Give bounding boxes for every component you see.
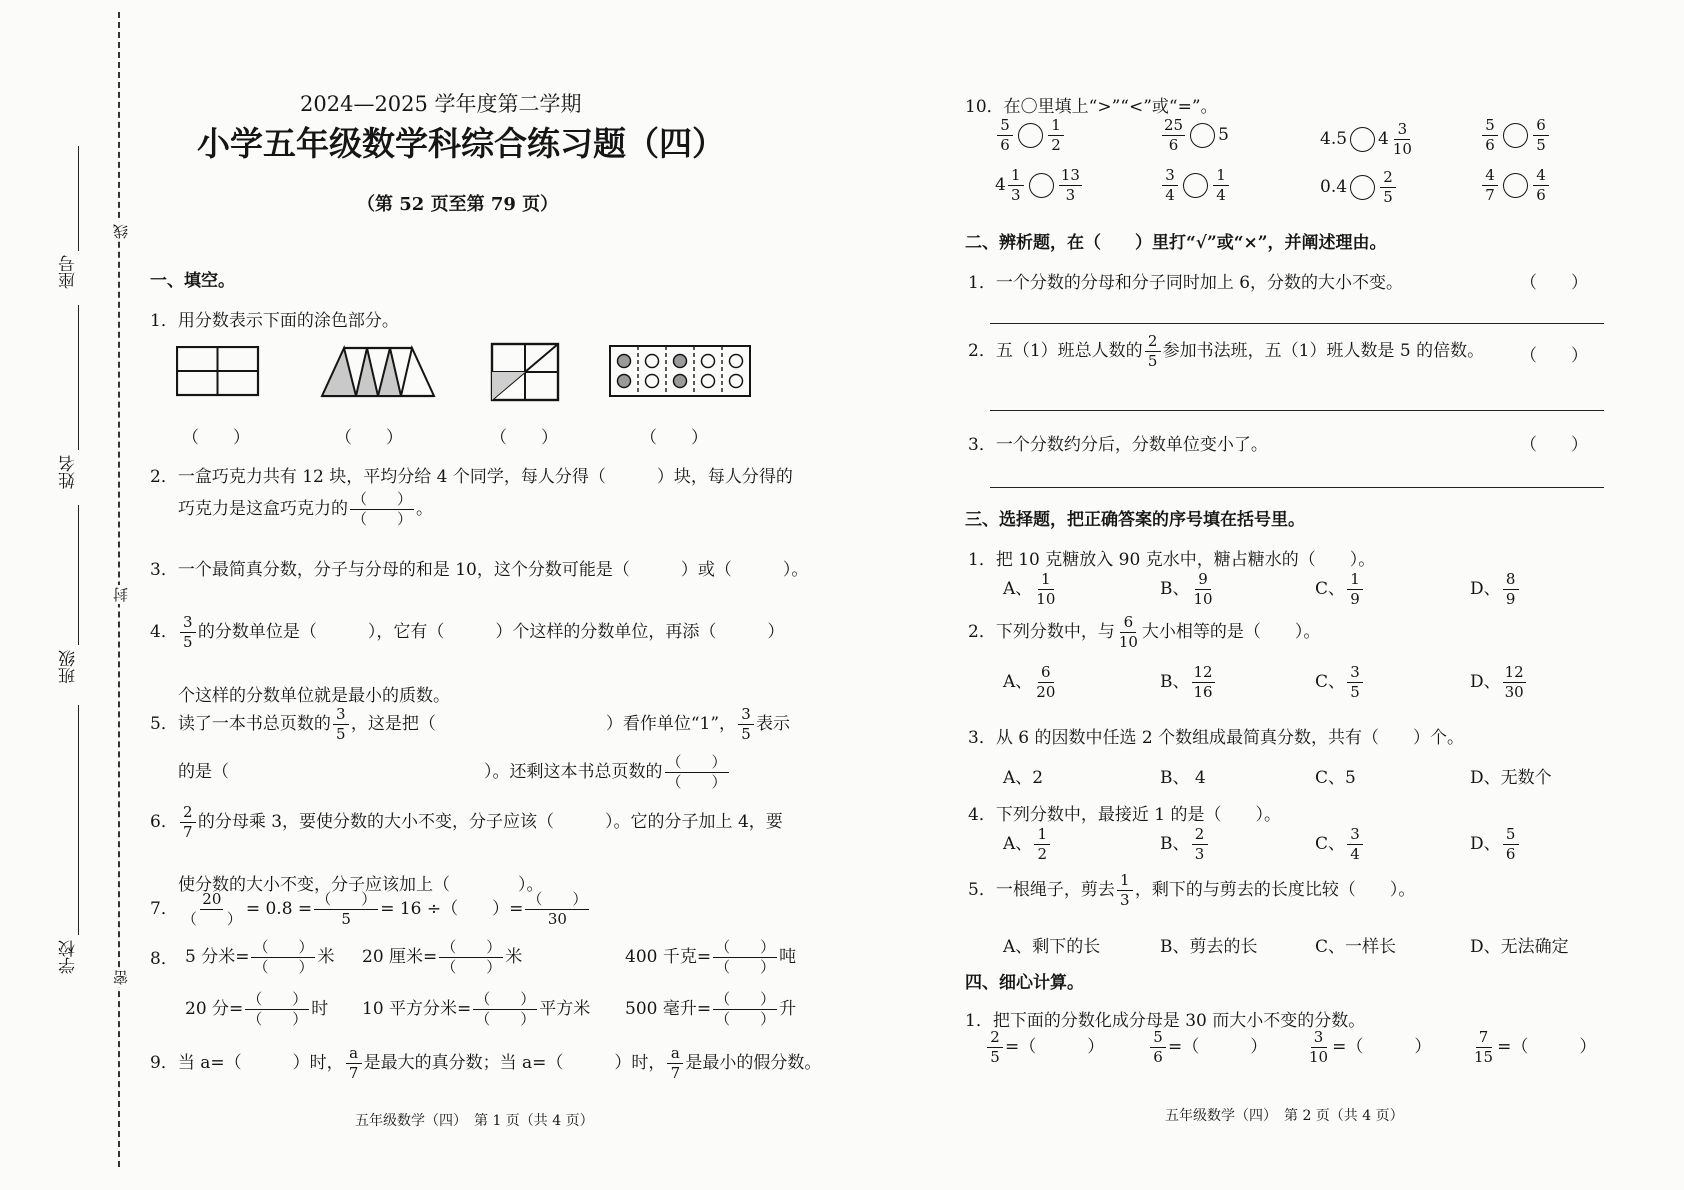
question-1-2-text: 巧克力是这盒巧克力的 xyxy=(178,499,348,519)
calc-fraction: $\frac{7}{15}$ xyxy=(1474,1028,1494,1066)
choice-5-option-d[interactable]: D、无法确定 xyxy=(1470,937,1569,957)
fraction-3-5: $\frac{3}{5}$ xyxy=(738,707,754,742)
choice-1-option-d[interactable] xyxy=(1470,572,1521,607)
comparison-item xyxy=(1320,170,1398,205)
choice-4-option-b[interactable] xyxy=(1160,827,1210,862)
choice-5-option-a[interactable]: A、剩下的长 xyxy=(1003,937,1101,957)
school-label: 学校 xyxy=(59,940,79,974)
name-label: 姓名 xyxy=(59,455,79,489)
figure-rectangle-grid xyxy=(176,346,261,398)
option-fraction: $\frac{12}{16}$ xyxy=(1193,663,1213,701)
question-1-10: 10．在〇里填上“>”“<”或“=”。 xyxy=(965,97,1218,117)
left-value: 0.4 xyxy=(1320,177,1348,197)
term-heading: 2024—2025 学年度第二学期 xyxy=(300,92,582,116)
figure-triangles xyxy=(318,344,438,400)
section-1-heading: 一、填空。 xyxy=(150,271,235,291)
answer-blank-fig3[interactable]: （ ） xyxy=(490,428,558,448)
fraction-blank[interactable]: $\frac{( )}{( )}$ xyxy=(666,753,727,791)
left-fraction: $\frac{5}{6}$ xyxy=(1482,118,1498,153)
right-fraction: $\frac{4}{6}$ xyxy=(1533,168,1549,203)
left-fraction: $\frac{3}{4}$ xyxy=(1162,168,1178,203)
section-4-heading: 四、细心计算。 xyxy=(965,973,1084,993)
question-1-3: 3．一个最简真分数，分子与分母的和是 10，这个分数可能是（ ）或（ ）。 xyxy=(150,560,809,580)
seal-mi-label: 密 xyxy=(112,970,130,985)
compare-circle[interactable] xyxy=(1183,173,1208,198)
option-fraction: $\frac{1}{9}$ xyxy=(1347,572,1363,607)
compare-circle[interactable] xyxy=(1018,123,1043,148)
right-fraction: $\frac{6}{5}$ xyxy=(1533,118,1549,153)
choice-3: 3．从 6 的因数中任选 2 个数组成最简真分数，共有（ ）个。 xyxy=(968,728,1465,748)
judge-2-reason-line[interactable] xyxy=(990,410,1604,411)
figure-circle-grid xyxy=(608,344,754,400)
page-title: 小学五年级数学科综合练习题（四） xyxy=(197,124,725,163)
left-fraction: $\frac{4}{7}$ xyxy=(1482,168,1498,203)
left-footer: 五年级数学（四） 第 1 页（共 4 页） xyxy=(355,1113,594,1129)
choice-1-option-b[interactable] xyxy=(1160,572,1217,607)
fraction-a-7: $\frac{a}{7}$ xyxy=(346,1046,362,1081)
fraction-blank-5[interactable]: $\frac{( )}{5}$ xyxy=(316,890,377,928)
right-fraction: $\frac{13}{3}$ xyxy=(1060,166,1080,204)
comparison-item xyxy=(1480,118,1551,153)
calc-fraction: $\frac{3}{10}$ xyxy=(1309,1028,1329,1066)
right-fraction: $\frac{1}{4}$ xyxy=(1213,168,1229,203)
calc-fraction: $\frac{5}{6}$ xyxy=(1150,1030,1166,1065)
fraction-20-blank[interactable]: $\frac{20}{( )}$ xyxy=(181,890,242,928)
question-1-5: 5．读了一本书总页数的 $\frac{3}{5}$ ，这是把（ ）看作单位“1”， $\frac{3}{5}$ 表示 xyxy=(150,705,791,743)
question-1-4: 4． $\frac{3}{5}$ 的分数单位是（ ），它有（ ）个这样的分数单位，再添（ ） xyxy=(150,613,785,651)
choice-5-option-c[interactable]: C、一样长 xyxy=(1315,937,1397,957)
fraction-2-7: $\frac{2}{7}$ xyxy=(180,805,196,840)
right-footer: 五年级数学（四） 第 2 页（共 4 页） xyxy=(1165,1108,1404,1124)
choice-4: 4．下列分数中，最接近 1 的是（ ）。 xyxy=(968,805,1281,825)
left-int: 4 xyxy=(995,175,1006,195)
school-blank[interactable] xyxy=(78,705,79,935)
option-fraction: $\frac{2}{3}$ xyxy=(1192,827,1208,862)
class-blank[interactable] xyxy=(78,505,79,645)
seal-feng-label: 封 xyxy=(112,587,130,602)
seat-label: 座号 xyxy=(59,255,79,289)
option-letter: D、 xyxy=(1470,579,1501,599)
judge-2: 2．五（1）班总人数的 $\frac{2}{5}$ 参加书法班，五（1）班人数是 5 的倍数。 xyxy=(968,332,1485,370)
compare-circle[interactable] xyxy=(1190,123,1215,148)
page-range: （第 52 页至第 79 页） xyxy=(357,194,559,215)
fraction-blank[interactable]: $\frac{( )}{( )}$ xyxy=(247,990,308,1028)
question-1-2-cont: 巧克力是这盒巧克力的 $\frac{( )}{( )}$ 。 xyxy=(178,490,434,528)
choice-2-option-c[interactable] xyxy=(1315,665,1365,700)
fraction-blank[interactable]: $\frac{( )}{( )}$ xyxy=(352,490,413,528)
conversion-b: 20 厘米= $\frac{( )}{( )}$ 米 xyxy=(362,938,523,976)
comparison-item xyxy=(995,168,1084,203)
fraction-3-5: $\frac{3}{5}$ xyxy=(180,615,196,650)
question-1-9: 9．当 a=（ ）时， $\frac{a}{7}$ 是最大的真分数；当 a=（ ）时， $\frac{a}{7}$ 是最小的假分数。 xyxy=(150,1044,822,1082)
compare-circle[interactable] xyxy=(1350,175,1375,200)
question-1-7: 7． $\frac{20}{( )}$ = 0.8 = $\frac{( )}{5}$ = 16 ÷（ ）= $\frac{( )}{30}$ xyxy=(150,890,588,928)
answer-blank-fig1[interactable]: （ ） xyxy=(182,428,250,448)
left-value: 4.5 xyxy=(1320,129,1348,149)
choice-4-option-d[interactable] xyxy=(1470,827,1521,862)
class-label: 班级 xyxy=(59,650,79,684)
conversion-e: 10 平方分米= $\frac{( )}{( )}$ 平方米 xyxy=(362,990,591,1028)
fraction-blank[interactable]: $\frac{( )}{( )}$ xyxy=(715,990,776,1028)
calc-blank: =（ ） xyxy=(1497,1037,1597,1057)
option-fraction: $\frac{3}{4}$ xyxy=(1347,827,1363,862)
fraction-a-7: $\frac{a}{7}$ xyxy=(667,1046,683,1081)
calc-fraction: $\frac{2}{5}$ xyxy=(987,1030,1003,1065)
option-fraction: $\frac{8}{9}$ xyxy=(1503,572,1519,607)
right-fraction: $\frac{2}{5}$ xyxy=(1380,170,1396,205)
question-1-2: 2．一盒巧克力共有 12 块，平均分给 4 个同学，每人分得（ ）块，每人分得的 xyxy=(150,467,793,487)
answer-blank-fig4[interactable]: （ ） xyxy=(640,428,708,448)
judge-3: 3．一个分数约分后，分数单位变小了。 xyxy=(968,435,1268,455)
choice-3-option-a[interactable]: A、2 xyxy=(1003,768,1044,788)
choice-5: 5．一根绳子，剪去 $\frac{1}{3}$ ，剩下的与剪去的长度比较（ ）。 xyxy=(968,871,1416,909)
compare-circle[interactable] xyxy=(1350,127,1375,152)
right-int: 4 xyxy=(1378,129,1389,149)
choice-1-option-a[interactable] xyxy=(1003,572,1059,607)
option-fraction: $\frac{5}{6}$ xyxy=(1503,827,1519,862)
question-1-5-cont: 的是（ ）。还剩这本书总页数的 $\frac{( )}{( )}$ xyxy=(178,753,727,791)
judge-3-answer[interactable]: （ ） xyxy=(1520,435,1588,455)
option-letter: C、 xyxy=(1315,672,1346,692)
seat-blank[interactable] xyxy=(78,146,79,251)
left-fraction: $\frac{5}{6}$ xyxy=(997,118,1013,153)
conversion-a: 5 分米= $\frac{( )}{( )}$ 米 xyxy=(185,938,335,976)
choice-1-option-c[interactable] xyxy=(1315,572,1365,607)
conversion-d: 20 分= $\frac{( )}{( )}$ 时 xyxy=(185,990,329,1028)
section-3-heading: 三、选择题，把正确答案的序号填在括号里。 xyxy=(965,510,1305,530)
comparison-item xyxy=(1160,118,1229,153)
calc-item[interactable] xyxy=(985,1030,1104,1065)
fraction-3-5: $\frac{3}{5}$ xyxy=(333,707,349,742)
choice-3-option-d[interactable]: D、无数个 xyxy=(1470,768,1552,788)
judge-1-reason-line[interactable] xyxy=(990,323,1604,324)
choice-3-option-c[interactable]: C、5 xyxy=(1315,768,1356,788)
right-fraction: $\frac{3}{10}$ xyxy=(1392,120,1412,158)
conversion-c: 400 千克= $\frac{( )}{( )}$ 吨 xyxy=(625,938,797,976)
fraction-2-5: $\frac{2}{5}$ xyxy=(1145,334,1161,369)
comparison-item xyxy=(1480,168,1551,203)
fraction-blank-30[interactable]: $\frac{( )}{30}$ xyxy=(527,890,588,928)
choice-2-option-d[interactable] xyxy=(1470,665,1528,700)
comparison-item xyxy=(1160,168,1231,203)
fraction-blank[interactable]: $\frac{( )}{( )}$ xyxy=(253,938,314,976)
judge-1-answer[interactable]: （ ） xyxy=(1520,273,1588,293)
calc-item[interactable] xyxy=(1470,1030,1596,1065)
calc-blank: =（ ） xyxy=(1168,1037,1268,1057)
calc-blank: =（ ） xyxy=(1332,1037,1432,1057)
option-letter: B、 xyxy=(1160,834,1190,854)
answer-blank-fig2[interactable]: （ ） xyxy=(335,428,403,448)
left-fraction: $\frac{25}{6}$ xyxy=(1164,116,1184,154)
choice-5-option-b[interactable]: B、剪去的长 xyxy=(1160,937,1258,957)
compare-circle[interactable] xyxy=(1503,123,1528,148)
option-letter: D、 xyxy=(1470,834,1501,854)
compare-circle[interactable] xyxy=(1503,173,1528,198)
question-1-1: 1．用分数表示下面的涂色部分。 xyxy=(150,311,399,331)
option-fraction: $\frac{6}{20}$ xyxy=(1036,663,1056,701)
judge-3-reason-line[interactable] xyxy=(990,487,1604,488)
left-fraction: $\frac{1}{3}$ xyxy=(1008,168,1024,203)
choice-4-option-c[interactable] xyxy=(1315,827,1365,862)
question-1-8-num: 8． xyxy=(150,949,178,969)
choice-2: 2．下列分数中，与 $\frac{6}{10}$ 大小相等的是（ ）。 xyxy=(968,613,1321,651)
choice-1: 1．把 10 克糖放入 90 克水中，糖占糖水的（ ）。 xyxy=(968,550,1376,570)
right-fraction: $\frac{1}{2}$ xyxy=(1048,118,1064,153)
option-fraction: $\frac{3}{5}$ xyxy=(1347,665,1363,700)
right-int: 5 xyxy=(1218,125,1229,145)
figure-square-diagonals xyxy=(490,342,562,404)
option-letter: A、 xyxy=(1003,672,1033,692)
question-1-4-cont: 个这样的分数单位就是最小的质数。 xyxy=(178,686,450,706)
fraction-blank[interactable]: $\frac{( )}{( )}$ xyxy=(441,938,502,976)
compare-circle[interactable] xyxy=(1029,173,1054,198)
option-letter: A、 xyxy=(1003,579,1033,599)
name-blank[interactable] xyxy=(78,305,79,450)
choice-3-option-b[interactable]: B、 4 xyxy=(1160,768,1206,788)
question-1-6-cont: 使分数的大小不变，分子应该加上（ ）。 xyxy=(178,875,544,895)
option-fraction: $\frac{1}{10}$ xyxy=(1036,570,1056,608)
option-letter: C、 xyxy=(1315,834,1346,854)
fraction-blank[interactable]: $\frac{( )}{( )}$ xyxy=(475,990,536,1028)
option-letter: D、 xyxy=(1470,672,1501,692)
seal-line-label: 线 xyxy=(112,224,130,239)
calc-item[interactable] xyxy=(1148,1030,1267,1065)
section-2-heading: 二、辨析题，在（ ）里打“√”或“×”，并阐述理由。 xyxy=(965,233,1387,253)
conversion-f: 500 毫升= $\frac{( )}{( )}$ 升 xyxy=(625,990,797,1028)
choice-4-option-a[interactable] xyxy=(1003,827,1052,862)
judge-2-answer[interactable]: （ ） xyxy=(1520,346,1588,366)
option-letter: B、 xyxy=(1160,579,1190,599)
option-letter: C、 xyxy=(1315,579,1346,599)
option-fraction: $\frac{12}{30}$ xyxy=(1504,663,1524,701)
fraction-6-10: $\frac{6}{10}$ xyxy=(1118,613,1138,651)
calc-1: 1．把下面的分数化成分母是 30 而大小不变的分数。 xyxy=(965,1011,1366,1031)
question-1-6: 6． $\frac{2}{7}$ 的分母乘 3，要使分数的大小不变，分子应该（ ）。它的分子加上 4，要 xyxy=(150,803,783,841)
judge-1: 1．一个分数的分母和分子同时加上 6，分数的大小不变。 xyxy=(968,273,1404,293)
fraction-1-3: $\frac{1}{3}$ xyxy=(1117,873,1133,908)
option-fraction: $\frac{9}{10}$ xyxy=(1193,570,1213,608)
option-letter: A、 xyxy=(1003,834,1033,854)
comparison-item xyxy=(995,118,1066,153)
choice-2-option-a[interactable] xyxy=(1003,665,1059,700)
fraction-blank[interactable]: $\frac{( )}{( )}$ xyxy=(715,938,776,976)
option-letter: B、 xyxy=(1160,672,1190,692)
calc-blank: =（ ） xyxy=(1005,1037,1105,1057)
comparison-item xyxy=(1320,122,1416,157)
choice-2-option-b[interactable] xyxy=(1160,665,1217,700)
calc-item[interactable] xyxy=(1305,1030,1431,1065)
option-fraction: $\frac{1}{2}$ xyxy=(1034,827,1050,862)
